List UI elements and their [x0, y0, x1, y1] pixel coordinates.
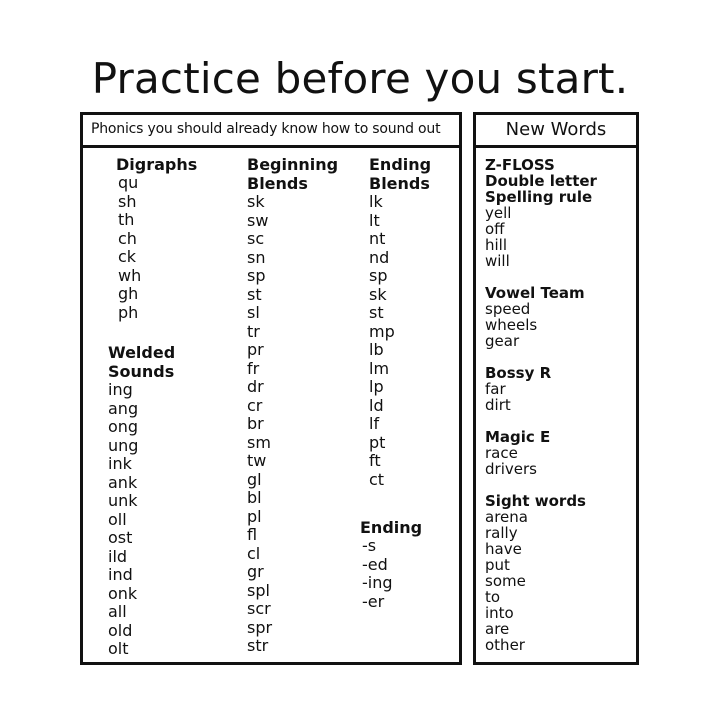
ending-blends-heading-line1: Ending — [369, 155, 432, 174]
word-item: lm — [369, 358, 390, 378]
word-item: some — [485, 572, 526, 590]
word-item: gr — [247, 562, 264, 581]
zfloss-heading-line1: Z-FLOSS — [485, 156, 555, 174]
word-item: lt — [369, 210, 380, 230]
word-item: sw — [247, 210, 269, 230]
word-item: gear — [485, 332, 520, 350]
word-item: race — [485, 444, 518, 462]
ending-heading: Ending — [360, 518, 423, 537]
word-item: ank — [108, 472, 138, 492]
beginning-blends-heading-line2: Blends — [247, 174, 308, 193]
word-item: -s — [362, 536, 377, 555]
welded-list — [108, 381, 175, 659]
vowel-team-section — [485, 285, 597, 349]
word-item: ing — [108, 380, 133, 399]
sight-words-heading: Sight words — [485, 492, 586, 510]
word-item: ink — [108, 454, 132, 473]
word-item: ch — [118, 228, 137, 248]
word-item: lp — [369, 377, 384, 396]
word-item: ph — [118, 302, 139, 322]
word-item: tw — [247, 451, 267, 470]
word-item: ost — [108, 528, 133, 547]
new-words-list — [485, 157, 597, 653]
phonics-header — [83, 115, 459, 148]
bossy-r-section — [485, 365, 597, 413]
word-item: have — [485, 540, 522, 558]
word-item: drivers — [485, 460, 537, 478]
word-item: ang — [108, 398, 139, 418]
word-item: qu — [118, 173, 139, 192]
word-item: rally — [485, 524, 518, 542]
word-item: ind — [108, 565, 133, 584]
word-item: tr — [247, 321, 260, 341]
word-item: gl — [247, 469, 262, 489]
word-item: -er — [362, 591, 385, 611]
zfloss-heading-line2: Double letter — [485, 172, 597, 190]
welded-section — [108, 343, 175, 659]
word-item: olt — [108, 639, 129, 658]
word-item: -ed — [362, 554, 388, 574]
ending-section — [360, 518, 422, 611]
word-item: onk — [108, 583, 138, 603]
word-item: ft — [369, 451, 381, 470]
word-item: dirt — [485, 396, 511, 414]
beginning-blends-section — [247, 155, 338, 656]
word-item: into — [485, 604, 514, 622]
word-item: br — [247, 414, 264, 433]
word-item: ck — [118, 247, 137, 266]
word-item: mp — [369, 321, 395, 341]
word-item: spr — [247, 617, 273, 637]
word-item: other — [485, 636, 525, 654]
word-item: sc — [247, 229, 265, 248]
ending-blends-list — [369, 193, 431, 489]
word-item: hill — [485, 236, 508, 254]
phonics-header-text: Phonics you should already know how to sound out — [91, 121, 441, 137]
magic-e-heading: Magic E — [485, 428, 551, 446]
word-item: dr — [247, 377, 264, 396]
word-item: st — [247, 284, 262, 304]
word-item: wh — [118, 265, 142, 285]
word-item: sk — [369, 284, 387, 304]
word-item: ong — [108, 417, 139, 436]
word-item: sn — [247, 247, 266, 267]
word-item: bl — [247, 488, 262, 507]
welded-heading-line2: Sounds — [108, 362, 175, 381]
word-item: lf — [369, 414, 380, 433]
new-words-header-text: New Words — [505, 119, 607, 140]
word-item: scr — [247, 599, 271, 618]
word-item: lb — [369, 340, 384, 359]
sight-words-list — [485, 509, 597, 653]
word-item: yell — [485, 204, 512, 222]
word-item: are — [485, 620, 510, 638]
new-words-box — [473, 112, 639, 665]
word-item: fr — [247, 358, 260, 378]
word-item: unk — [108, 491, 138, 510]
word-item: nt — [369, 229, 386, 248]
digraphs-section — [116, 155, 197, 322]
word-item: gh — [118, 284, 139, 303]
new-words-header — [476, 115, 636, 148]
word-item: wheels — [485, 316, 538, 334]
vowel-team-heading: Vowel Team — [485, 284, 585, 302]
word-item: sp — [369, 266, 388, 285]
word-item: all — [108, 602, 127, 621]
word-item: th — [118, 210, 135, 229]
word-item: cr — [247, 395, 263, 415]
word-item: sk — [247, 192, 265, 211]
vowel-team-list — [485, 301, 597, 349]
word-item: -ing — [362, 573, 393, 592]
word-item: ild — [108, 546, 128, 566]
word-item: off — [485, 220, 505, 238]
page-title: Practice before you start. — [91, 54, 629, 103]
word-item: pr — [247, 340, 264, 359]
word-item: sp — [247, 266, 266, 285]
word-item: fl — [247, 525, 258, 544]
digraphs-heading: Digraphs — [116, 155, 198, 174]
word-item: spl — [247, 580, 270, 600]
word-item: oll — [108, 509, 127, 529]
word-item: far — [485, 380, 506, 398]
word-item: pl — [247, 506, 262, 526]
word-item: str — [247, 636, 269, 655]
word-item: arena — [485, 508, 528, 526]
word-item: to — [485, 588, 501, 606]
magic-e-list — [485, 445, 597, 477]
word-item: sl — [247, 303, 260, 322]
word-item: ld — [369, 395, 384, 415]
word-item: lk — [369, 192, 383, 211]
magic-e-section — [485, 429, 597, 477]
word-item: will — [485, 252, 510, 270]
word-item: old — [108, 620, 133, 640]
bossy-r-heading: Bossy R — [485, 364, 552, 382]
word-item: st — [369, 303, 384, 322]
digraphs-list — [116, 174, 197, 322]
zfloss-section — [485, 157, 597, 269]
word-item: pt — [369, 432, 386, 452]
zfloss-heading-line3: Spelling rule — [485, 188, 593, 206]
ending-blends-heading-line2: Blends — [369, 174, 430, 193]
beginning-blends-list — [247, 193, 338, 656]
phonics-box — [80, 112, 462, 665]
welded-heading-line1: Welded — [108, 343, 176, 362]
word-item: ung — [108, 435, 139, 455]
zfloss-list — [485, 205, 597, 269]
word-item: speed — [485, 300, 531, 318]
word-item: sh — [118, 191, 137, 211]
word-item: sm — [247, 432, 271, 452]
word-item: nd — [369, 247, 390, 267]
word-item: ct — [369, 469, 385, 489]
word-item: put — [485, 556, 510, 574]
sight-words-section — [485, 493, 597, 653]
ending-list — [360, 537, 422, 611]
beginning-blends-heading-line1: Beginning — [247, 155, 339, 174]
word-item: cl — [247, 543, 261, 563]
bossy-r-list — [485, 381, 597, 413]
ending-blends-section — [369, 155, 431, 489]
